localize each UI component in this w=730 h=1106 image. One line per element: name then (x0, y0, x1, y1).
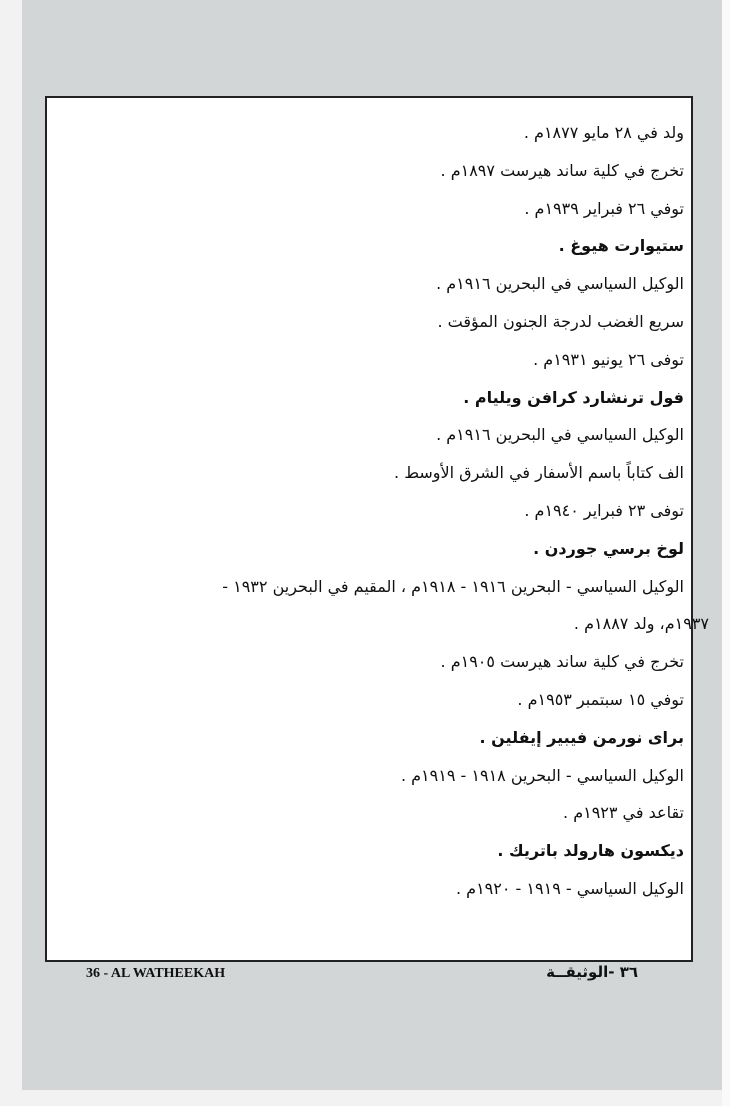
entry-line: ولد في ٢٨ مايو ١٨٧٧م . (523, 123, 684, 142)
entry-heading: ستيوارت هيوغ . (558, 236, 684, 256)
entry-heading: فول ترنشارد كرافن ويليام . (463, 387, 684, 407)
entry-heading: ديكسون هارولد باتريك . (497, 841, 684, 861)
entry-line: تخرج في كلية ساند هيرست ١٨٩٧م . (440, 160, 684, 180)
entry-line: الوكيل السياسي - ١٩١٩ - ١٩٢٠م . (456, 878, 684, 898)
entry-line: الوكيل السياسي في البحرين ١٩١٦م . (436, 274, 684, 294)
entry-line: سريع الغضب لدرجة الجنون المؤقت . (437, 311, 684, 331)
entry-line: ١٩٣٧م، ولد ١٨٨٧م . (573, 614, 709, 634)
entry-line: الف كتاباً باسم الأسفار في الشرق الأوسط . (394, 463, 684, 483)
entry-heading: لوخ برسي جوردن . (533, 538, 684, 558)
entry-line: تخرج في كلية ساند هيرست ١٩٠٥م . (440, 652, 684, 672)
entry-heading: براى نورمن فيبير إيفلين . (479, 727, 684, 747)
entry-line: الوكيل السياسي - البحرين ١٩١٦ - ١٩١٨م ، المقيم في البحرين ١٩٣٢ - (222, 576, 684, 596)
entry-line: توفى ٢٣ فبراير ١٩٤٠م . (524, 500, 684, 520)
footer-english-page-label: 36 - AL WATHEEKAH (86, 966, 226, 981)
entry-line: توفى ٢٦ يونيو ١٩٣١م . (533, 349, 684, 369)
entry-line: الوكيل السياسي في البحرين ١٩١٦م . (436, 425, 684, 445)
entry-line: توفي ٢٦ فبراير ١٩٣٩م . (524, 198, 684, 218)
entry-line: تقاعد في ١٩٢٣م . (563, 803, 684, 823)
entry-line: الوكيل السياسي - البحرين ١٩١٨ - ١٩١٩م . (400, 765, 684, 785)
entry-line: توفي ١٥ سبتمبر ١٩٥٣م . (517, 689, 684, 709)
page-edge (722, 0, 730, 1106)
document-body (84, 114, 709, 908)
footer-arabic-page-label: ٣٦ -الوثيقــة (546, 963, 638, 981)
